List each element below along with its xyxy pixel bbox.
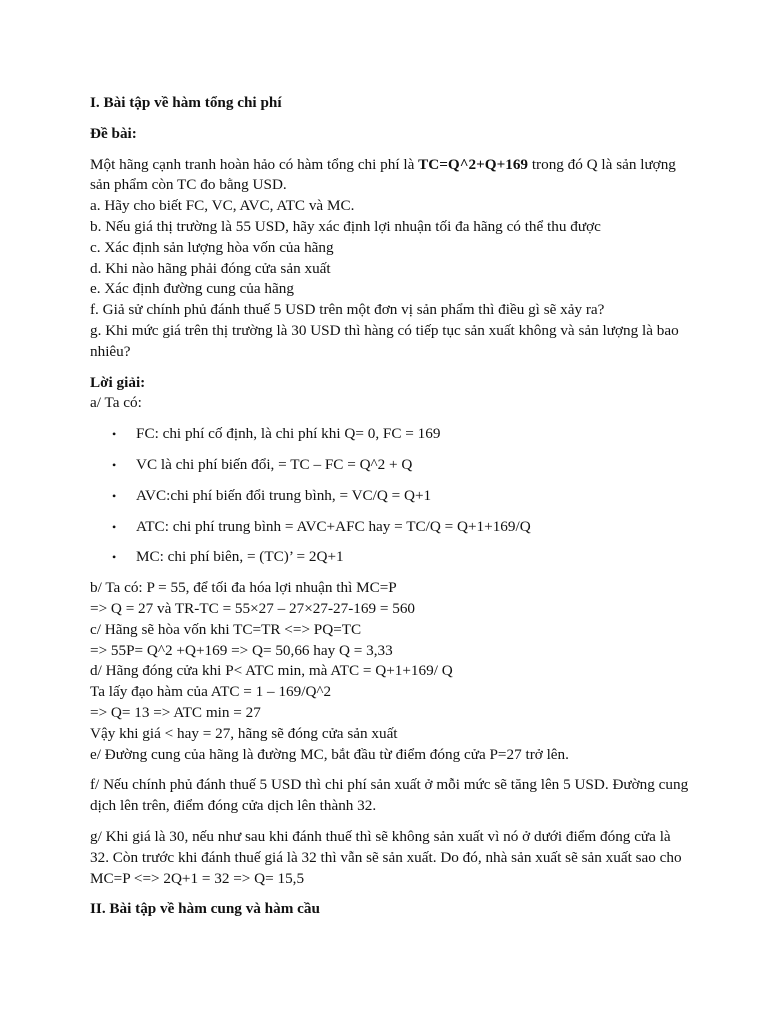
task-item: d. Khi nào hãng phải đóng cửa sản xuất (90, 259, 331, 277)
list-item (90, 547, 690, 568)
solution-g-paragraph: g/ Khi giá là 30, nếu như sau khi đánh thuế thì sẽ không sản xuất vì nó ở dưới điểm đóng cửa là 32. Còn trước khi đánh thuế giá là 32 thì vẫn sẽ sản xuất. Do đó, nhà sản xuất sẽ sản xuất sao cho MC=P <=> 2Q+1 = 32 => Q= 15,5 (90, 827, 682, 887)
task-item: a. Hãy cho biết FC, VC, AVC, ATC và MC. (90, 197, 355, 215)
intro-text-after: trong đó Q là sản lượng sản phẩm còn TC đo bằng USD. (90, 155, 676, 194)
cost-definitions-list (90, 424, 690, 568)
task-item: g. Khi mức giá trên thị trường là 30 USD thì hàng có tiếp tục sản xuất không và sản lượng là bao nhiêu? (90, 321, 679, 360)
list-item-text: MC: chi phí biên, = (TC)’ = 2Q+1 (136, 548, 344, 566)
section-2-title: II. Bài tập về hàm cung và hàm cầu (90, 900, 320, 918)
task-item: e. Xác định đường cung của hãng (90, 280, 294, 298)
solution-line: Vậy khi giá < hay = 27, hãng sẽ đóng cửa sản xuất (90, 724, 398, 742)
list-item-text: ATC: chi phí trung bình = AVC+AFC hay = TC/Q = Q+1+169/Q (136, 517, 531, 535)
task-list (90, 196, 690, 362)
list-item (90, 486, 690, 507)
solution-a-intro: a/ Ta có: (90, 394, 142, 412)
solution-heading: Lời giải: (90, 373, 146, 391)
task-item: c. Xác định sản lượng hòa vốn của hãng (90, 238, 334, 256)
problem-intro (90, 155, 690, 197)
solution-line: => Q= 13 => ATC min = 27 (90, 703, 261, 721)
solution-line: e/ Đường cung của hãng là đường MC, bắt đầu từ điểm đóng cửa P=27 trở lên. (90, 745, 569, 763)
list-item-text: AVC:chi phí biến đổi trung bình, = VC/Q = Q+1 (136, 486, 432, 504)
solution-line: d/ Hãng đóng cửa khi P< ATC min, mà ATC = Q+1+169/ Q (90, 662, 453, 680)
task-item: f. Giả sử chính phủ đánh thuế 5 USD trên một đơn vị sản phẩm thì điều gì sẽ xảy ra? (90, 301, 605, 319)
bullet-icon: • (112, 519, 117, 534)
solution-line: Ta lấy đạo hàm của ATC = 1 – 169/Q^2 (90, 683, 332, 701)
bullet-icon: • (112, 427, 117, 442)
list-item (90, 424, 690, 445)
list-item-text: VC là chi phí biến đổi, = TC – FC = Q^2 + Q (136, 455, 413, 473)
list-item-text: FC: chi phí cố định, là chi phí khi Q= 0, FC = 169 (136, 425, 441, 443)
solution-line: => Q = 27 và TR-TC = 55×27 – 27×27-27-169 = 560 (90, 599, 416, 617)
solution-line: c/ Hãng sẽ hòa vốn khi TC=TR <=> PQ=TC (90, 620, 362, 638)
task-item: b. Nếu giá thị trường là 55 USD, hãy xác định lợi nhuận tối đa hãng có thể thu được (90, 217, 601, 235)
bullet-icon: • (112, 488, 117, 503)
solution-line: => 55P= Q^2 +Q+169 => Q= 50,66 hay Q = 3,33 (90, 641, 393, 659)
section-1-title: I. Bài tập về hàm tổng chi phí (90, 94, 282, 111)
list-item (90, 455, 690, 476)
solution-lines (90, 578, 690, 765)
list-item (90, 517, 690, 538)
intro-formula: TC=Q^2+Q+169 (418, 155, 529, 173)
problem-heading: Đề bài: (90, 124, 137, 142)
solution-line: b/ Ta có: P = 55, để tối đa hóa lợi nhuận thì MC=P (90, 579, 397, 597)
bullet-icon: • (112, 550, 117, 565)
intro-text-before: Một hãng cạnh tranh hoàn hảo có hàm tổng chi phí là (90, 155, 419, 173)
document-page (90, 93, 690, 920)
solution-f-paragraph: f/ Nếu chính phủ đánh thuế 5 USD thì chi phí sản xuất ở mỗi mức sẽ tăng lên 5 USD. Đường cung dịch lên trên, điểm đóng cửa dịch lên thành 32. (90, 776, 689, 815)
bullet-icon: • (112, 457, 117, 472)
